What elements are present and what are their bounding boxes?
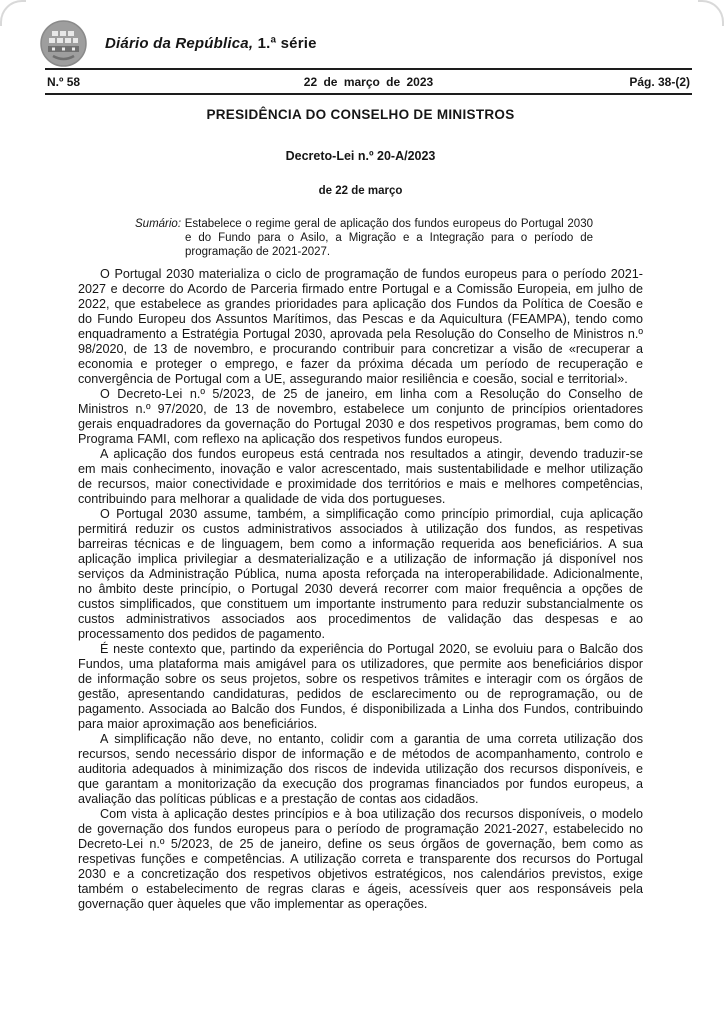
paragraph: Com vista à aplicação destes princípios e à boa utilização dos recursos disponíveis, o modelo de governação dos fundos europeus para o período de programação 2021-2027, estabelecido no Decreto-Lei n.º 5/2023, de 25 de janeiro, define os seus órgãos de governação, bem como as respetivas funções e competências. A utilização correta e transparente dos recursos do Portugal 2030 e a concretização dos respetivos objetivos estratégicos, nos calendários previstos, exige também o estabelecimento de regras claras e ágeis, acessíveis quer aos responsáveis pela governação quer àqueles que vão implementar as operações. bbox=[78, 807, 643, 912]
page-number: Pág. 38-(2) bbox=[629, 74, 690, 89]
paragraph: O Portugal 2030 materializa o ciclo de programação de fundos europeus para o período 2021-2027 e decorre do Acordo de Parceria firmado entre Portugal e a Comissão Europeia, em julho de 2022, que estabelece as grandes prioridades para aplicação dos Fundos da Política de Coesão e do Fundo Europeu dos Assuntos Marítimos, das Pescas e da Aquicultura (FEAMPA), tendo como enquadramento a Estratégia Portugal 2030, aprovada pela Resolução do Conselho de Ministros n.º 98/2020, de 13 de novembro, e procurando contribuir para concretizar a visão de «recuperar a economia e proteger o emprego, e fazer da próxima década um período de recuperação e convergência de Portugal com a UE, assegurando maior resiliência e coesão, social e territorial». bbox=[78, 267, 643, 387]
masthead bbox=[40, 20, 692, 67]
issue-header bbox=[45, 71, 692, 92]
scan-corner-decoration bbox=[0, 0, 26, 26]
issue-date: 22 de março de 2023 bbox=[303, 74, 434, 89]
publication-title bbox=[105, 35, 317, 52]
preamble-text bbox=[78, 267, 643, 912]
scan-corner-decoration bbox=[698, 0, 724, 26]
header-rule-top bbox=[45, 68, 692, 70]
issuing-entity-heading: PRESIDÊNCIA DO CONSELHO DE MINISTROS bbox=[206, 107, 515, 122]
decree-title: Decreto-Lei n.º 20-A/2023 bbox=[285, 149, 436, 163]
paragraph: O Decreto-Lei n.º 5/2023, de 25 de janeiro, em linha com a Resolução do Conselho de Ministros n.º 97/2020, de 13 de novembro, estabelece um conjunto de princípios orientadores gerais enquadradores da governação do Portugal 2030 e dos respetivos programas, bem como do Programa FAMI, com reflexo na aplicação dos respetivos fundos europeus. bbox=[78, 387, 643, 447]
summary-text: Estabelece o regime geral de aplicação dos fundos europeus do Portugal 2030 e do Fundo para o Asilo, a Migração e a Integração para o período de programação de 2021-2027. bbox=[184, 218, 593, 258]
document-body bbox=[78, 107, 643, 912]
summary-label: Sumário: bbox=[135, 218, 182, 230]
issue-number: N.º 58 bbox=[47, 74, 81, 89]
publication-series: 1.ª série bbox=[257, 35, 317, 52]
paragraph: A aplicação dos fundos europeus está centrada nos resultados a atingir, devendo traduzir-se em mais conhecimento, inovação e valor acrescentado, mais sustentabilidade e melhor utilização de recursos, maior conectividade e proximidade dos territórios e mais e melhores competências, contribuindo para melhorar a qualidade de vida dos portugueses. bbox=[78, 447, 643, 507]
paragraph: A simplificação não deve, no entanto, colidir com a garantia de uma correta utilização dos recursos, sendo necessário dispor de informação e de métodos de acompanhamento, controlo e auditoria adequados à minimização dos riscos de indevida utilização dos recursos disponíveis, e que garantam a monitorização da execução dos programas financiados por fundos europeus, a avaliação das políticas públicas e a prestação de contas aos cidadãos. bbox=[78, 732, 643, 807]
republic-emblem-icon bbox=[40, 20, 87, 67]
paragraph: É neste contexto que, partindo da experiência do Portugal 2020, se evoluiu para o Balcão dos Fundos, uma plataforma mais amigável para os utilizadores, que permite aos beneficiários dispor de informação sobre os seus projetos, sobre os respetivos trâmites e interagir com os órgãos de gestão, apresentando candidaturas, pedidos de esclarecimento ou de reprogramação, ou de pagamento. Associada ao Balcão dos Fundos, é disponibilizada a Linha dos Fundos, contribuindo para maior aproximação aos beneficiários. bbox=[78, 642, 643, 732]
paragraph: O Portugal 2030 assume, também, a simplificação como princípio primordial, cuja aplicação permitirá reduzir os custos administrativos associados à utilização dos fundos, as respetivas barreiras técnicas e de linguagem, bem como a informação requerida aos beneficiários. A sua aplicação implica privilegiar a desmaterialização e a utilização de informação já disponível nos serviços da Administração Pública, numa aposta reforçada na interoperabilidade. Adicionalmente, no âmbito deste princípio, o Portugal 2030 deverá recorrer com maior frequência a opções de custos simplificados, que constituem um importante instrumento para reduzir substancialmente os custos administrativos associados aos procedimentos de validação das despesas e ao processamento dos pedidos de pagamento. bbox=[78, 507, 643, 642]
decree-dateline: de 22 de março bbox=[318, 185, 403, 197]
publication-name: Diário da República, bbox=[105, 35, 254, 52]
summary-block bbox=[135, 218, 593, 259]
header-rule-bottom bbox=[45, 93, 692, 95]
